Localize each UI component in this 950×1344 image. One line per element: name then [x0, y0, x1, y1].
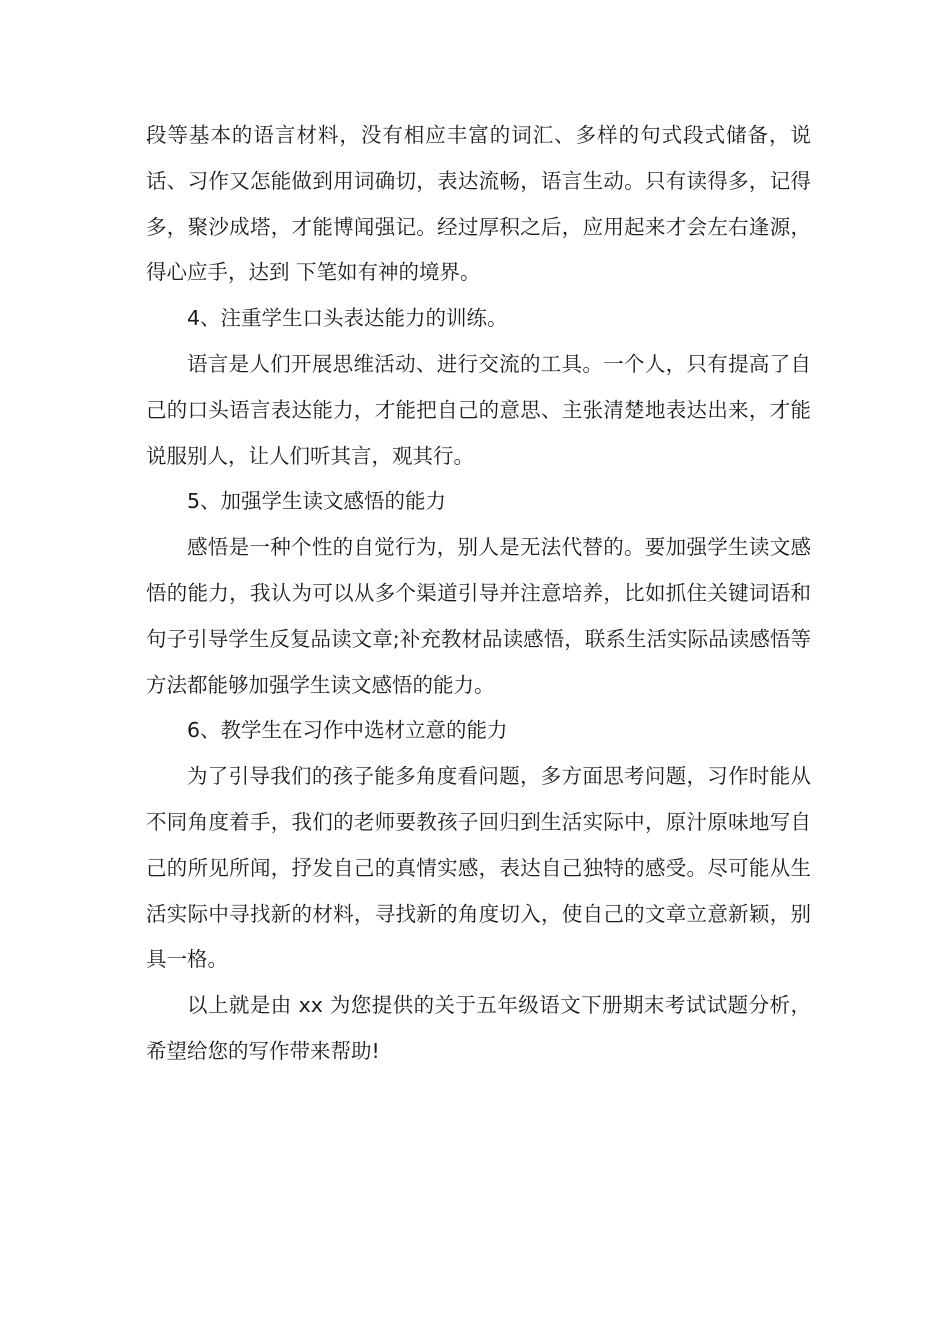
heading-item-5: 5、加强学生读文感悟的能力: [187, 489, 447, 514]
document-body: [146, 113, 811, 1075]
paragraph-item-5: 感悟是一种个性的自觉行为，别人是无法代替的。要加强学生读文感悟的能力，我认为可以从多个渠道引导并注意培养，比如抓住关键词语和句子引导学生反复品读文章;补充教材品读感悟，联系生活实际品读感悟等方法都能够加强学生读文感悟的能力。: [146, 535, 811, 697]
paragraph-continuation: 段等基本的语言材料，没有相应丰富的词汇、多样的句式段式储备，说话、习作又怎能做到用词确切，表达流畅，语言生动。只有读得多，记得多，聚沙成塔，才能博闻强记。经过厚积之后，应用起来才会左右逢源，得心应手，达到 下笔如有神的境界。: [146, 123, 811, 285]
paragraph-item-6: 为了引导我们的孩子能多角度看问题，多方面思考问题，习作时能从不同角度着手，我们的老师要教孩子回归到生活实际中，原汁原味地写自己的所见所闻，抒发自己的真情实感，表达自己独特的感受。尽可能从生活实际中寻找新的材料，寻找新的角度切入，使自己的文章立意新颖，别具一格。: [146, 764, 811, 972]
paragraph-closing: 以上就是由 xx 为您提供的关于五年级语文下册期末考试试题分析，希望给您的写作带来帮助!: [146, 993, 811, 1063]
heading-item-4: 4、注重学生口头表达能力的训练。: [187, 306, 508, 331]
paragraph-item-4: 语言是人们开展思维活动、进行交流的工具。一个人，只有提高了自己的口头语言表达能力，才能把自己的意思、主张清楚地表达出来，才能说服别人，让人们听其言，观其行。: [146, 351, 811, 468]
heading-item-6: 6、教学生在习作中选材立意的能力: [187, 718, 508, 743]
